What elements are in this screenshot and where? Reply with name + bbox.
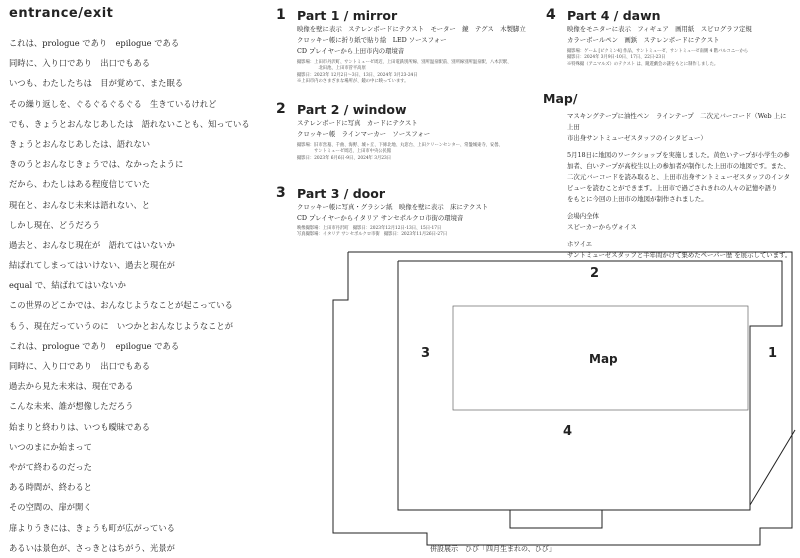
part-3-title: Part 3 / door xyxy=(297,186,386,201)
floor-plan-entrance-step xyxy=(510,510,602,528)
area-label-4: 4 xyxy=(563,424,573,439)
poem-line: こんな未来、誰が想像しただろう xyxy=(9,401,134,412)
part-1-desc-line: 映像を壁に表示 ステレンボードにテクスト モーター 鏡 テグス 木製脚立 xyxy=(297,25,526,33)
part-2-note: 撮影場：旧市営墓、千曲、海野、城ヶ丘、下條北地、丸窓台、上田クリーンセンター、常盤城東寺、安曇、 xyxy=(297,143,503,148)
poem-line: 同時に、入り口であり 出口でもある xyxy=(9,58,151,69)
poem-line: 過去と、おんなじ現在が 語れてはいないか xyxy=(9,239,175,250)
poem-line: やがて終わるのだった xyxy=(9,461,92,472)
map-title: Map/ xyxy=(543,91,578,106)
floor-plan-diagonal xyxy=(750,430,795,505)
area-label-3: 3 xyxy=(421,346,431,361)
map-text-line: ビューを読むことができます。上田市で過ごされきれの人々の記憶や語り xyxy=(567,184,778,192)
part-3-desc-line: クロッキー帳に写真・グラシン紙 映像を壁に表示 床にテクスト xyxy=(297,203,489,211)
part-2-title: Part 2 / window xyxy=(297,102,407,117)
part-2-desc-line: ステレンボードに写真 カードにテクスト xyxy=(297,119,418,127)
part-4-note: 撮影日：2024年 3月9日-10日、17日、22日-23日 xyxy=(567,55,666,61)
poem-line: 扉よりうきには、きょうも町が広がっている xyxy=(9,522,175,533)
poem-line: もう、現在だっていうのに いつかとおんなじようなことが xyxy=(9,320,234,331)
poem-line: 始まりと終わりは、いつも曖昧である xyxy=(9,421,151,432)
part-3-number: 3 xyxy=(276,185,286,201)
poem-line: その空間の、扉が開く xyxy=(9,502,92,513)
part-1-note: ※上田市内のさまざまな場所が、鏡の中に映っています。 xyxy=(297,79,409,85)
poem-line: 現在と、おんなじ未来は語れない、と xyxy=(9,199,151,210)
part-1-number: 1 xyxy=(276,7,286,23)
part-4-note: 撮影場：ゲーム [ピクミン4] 作品、サントミューゼ、サントミューゼ南側 4 階バルコニーから xyxy=(567,49,749,54)
poem-line: 過去から見た未来は、現在である xyxy=(9,381,134,392)
part-1-desc-line: CD プレイヤーから上田市内の環境音 xyxy=(297,47,405,55)
poem-line: これは、prologue であり epilogue である xyxy=(9,38,180,48)
part-1-title: Part 1 / mirror xyxy=(297,8,398,23)
part-2-desc-line: クロッキー帳 ラインマーカー ソースフォー xyxy=(297,130,431,138)
area-label-2: 2 xyxy=(590,266,600,281)
part-1-note: 撮影場：上田市丹沢町、サントミューゼ周辺、上田電鉄別所線、別所温泉駅前、別所線別所温泉駅、八木沢駅、 xyxy=(297,60,512,65)
poem-line: しかし現在、どうだろう xyxy=(9,219,101,230)
map-text-line: サントミューゼスタッフと半年間かけて集めたペーパー歴 を展示しています。 xyxy=(567,251,792,259)
map-text-line: 加者、白いテープが高校生以上の参加者が制作した上田市の地図です。また、 xyxy=(567,162,790,170)
part-4-note: ※特殊撮（アニマルズ）のテクスト は、鏡遊戯会の謎をもとに制作しました。 xyxy=(567,61,719,67)
poem-line: 結ばれてしまってはいけない、過去と現在が xyxy=(9,260,175,271)
poem-line: きょうとおんなじあしたは、語れない xyxy=(9,138,151,149)
map-area-label: Map xyxy=(589,352,618,366)
part-4-desc-line: カラーボールペン 画鋲 ステレンボードにテクスト xyxy=(567,36,720,44)
part-1-note: 北田池、上田市菅平高原 xyxy=(297,66,366,72)
floor-plan-inner-wall xyxy=(398,261,782,510)
map-text-line: をもとに今回の上田市の地図が制作されました。 xyxy=(567,195,708,203)
poem-line: これは、prologue であり epilogue である xyxy=(9,340,180,351)
part-4-desc-line: 映像をモニターに表示 フィギュア 画用紙 スピログラフ定規 xyxy=(567,25,752,33)
poem-line: ある時間が、終わると xyxy=(9,482,92,493)
map-text-line: 5月18日に地図のワークショップを実施しました。黄色いテープが小学生の参 xyxy=(567,151,790,159)
part-2-note: サントミューゼ周辺、上田市中央公民館 xyxy=(297,149,392,155)
part-2-note: 撮影日：2023年 6月6日-9日、2024年 3月23日 xyxy=(297,155,392,161)
map-text-line: スピーカーからヴォイス xyxy=(567,223,637,231)
map-text-line: ホワイエ xyxy=(567,240,593,248)
part-3-note: 写真撮影場：イタリア サンセポルクロ市街 撮影日：2023年11月26日-27日 xyxy=(297,232,448,238)
map-text-line: マスキングテープに油性ペン ラインテープ 二次元バーコード（Web 上に上田 xyxy=(567,112,787,131)
map-text-line: 会場内全体 xyxy=(567,212,599,220)
part-1-desc-line: クロッキー帳に折り紙で貼り絵 LED ソースフォー xyxy=(297,36,447,44)
area-label-1: 1 xyxy=(768,346,778,361)
part-2-number: 2 xyxy=(276,101,286,117)
poem-line: あるいは景色が、さっきとはちがう、光景が xyxy=(9,542,175,553)
poem-line: でも、きょうとおんなじあしたは 語れないことも、知っている xyxy=(9,118,250,129)
map-text-line: 二次元バーコードを読み取ると、上田市出身サントミューゼスタッフのインタ xyxy=(567,173,790,181)
part-1-note: 撮影日：2023年 12月2日〜3日、13日、2024年 3月23-24日 xyxy=(297,72,418,78)
poem-line: いつのまにか始まって xyxy=(9,441,92,452)
poem-line: 同時に、入り口であり 出口でもある xyxy=(9,361,151,371)
entrance-title: entrance/exit xyxy=(9,6,114,21)
floor-plan-outer-wall xyxy=(333,252,792,545)
part-3-desc-line: CD プレイヤーからイタリア サンセポルクロ市街の環境音 xyxy=(297,214,464,222)
poem-line: きのうとおんなじきょうでは、なかったように xyxy=(9,159,184,170)
poem-line: その繰り返しを、ぐるぐるぐるぐる 生きているけれど xyxy=(9,98,217,109)
poem-line: この世界のどこかでは、おんなじようなことが起こっている xyxy=(9,300,233,311)
poem-line: いつも、わたしたちは 目が覚めて、また眠る xyxy=(9,78,184,89)
companion-exhibition-note: 併設展示 ひび「四月生まれの、ひび」 xyxy=(430,545,556,553)
map-text-line: 市出身サントミューゼスタッフのインタビュー） xyxy=(567,134,707,142)
poem-line: だから、わたしはある程度信じていた xyxy=(9,179,151,190)
part-4-title: Part 4 / dawn xyxy=(567,8,661,23)
part-4-number: 4 xyxy=(546,7,556,23)
poem-line: equal で、結ばれてはいないか xyxy=(9,280,126,291)
part-3-note: 映像撮影場：上田市丹沢町 撮影日：2023年12月12日-13日、15日-17日 xyxy=(297,226,442,231)
